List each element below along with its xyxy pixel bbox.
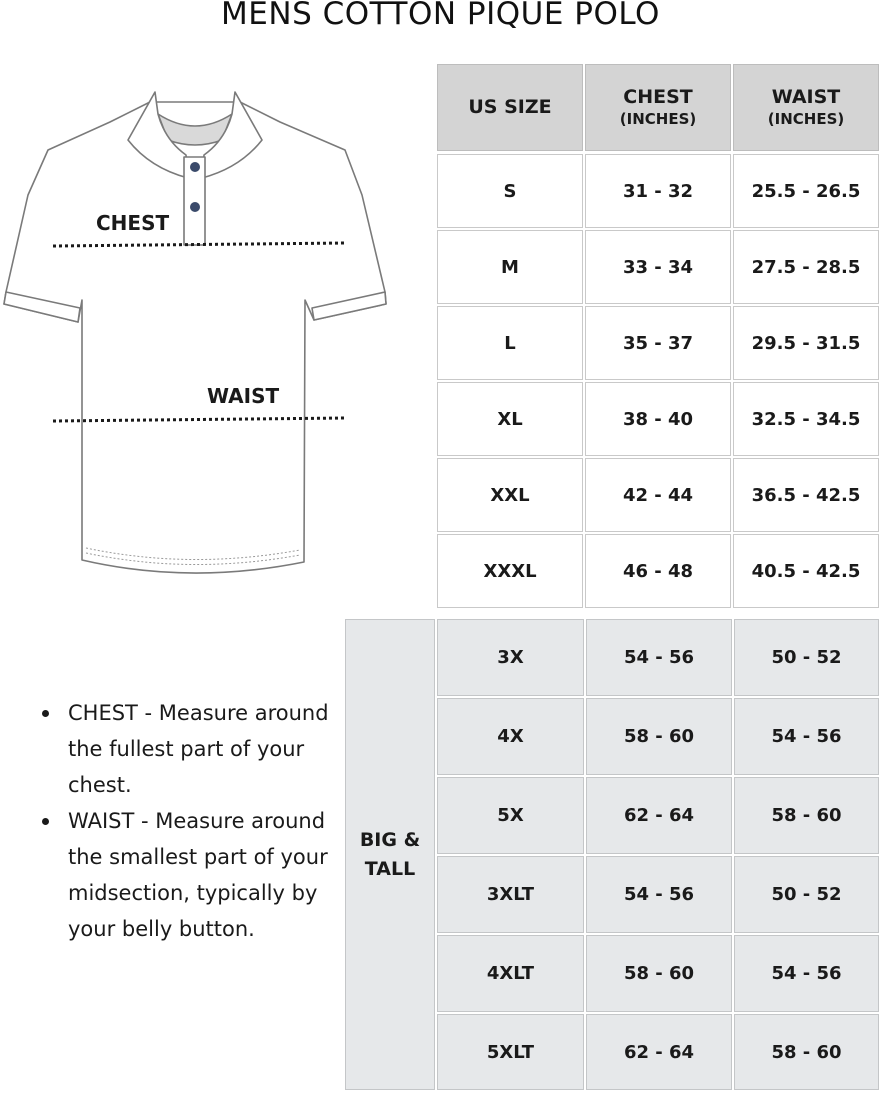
size-cell: 4X [437,698,584,775]
header-waist-unit: (INCHES) [767,110,845,129]
page-title: MENS COTTON PIQUE POLO [221,0,660,32]
measurement-notes [40,695,330,947]
header-us-size-label: US SIZE [468,96,552,119]
header-chest-unit: (INCHES) [619,110,697,129]
chest-label: CHEST [96,211,170,235]
chest-cell: 35 - 37 [585,306,731,380]
chest-cell: 54 - 56 [586,856,732,933]
size-cell: 3XLT [437,856,584,933]
header-chest [585,64,731,151]
note-chest-text: CHEST - Measure around the fullest part of your chest. [68,701,329,797]
header-us-size [437,64,583,151]
waist-cell: 32.5 - 34.5 [733,382,879,456]
waist-cell: 54 - 56 [734,698,879,775]
chest-cell: 33 - 34 [585,230,731,304]
waist-cell: 27.5 - 28.5 [733,230,879,304]
waist-cell: 50 - 52 [734,619,879,696]
waist-cell: 25.5 - 26.5 [733,154,879,228]
chest-cell: 58 - 60 [586,698,732,775]
note-waist [40,803,330,947]
polo-shirt-illustration [0,88,400,588]
size-cell: M [437,230,583,304]
bullet-icon [42,710,49,717]
waist-cell: 58 - 60 [734,777,879,854]
size-cell: 5X [437,777,584,854]
waist-cell: 50 - 52 [734,856,879,933]
size-cell: 5XLT [437,1014,584,1090]
bullet-icon [42,818,49,825]
waist-cell: 58 - 60 [734,1014,879,1090]
chest-cell: 62 - 64 [586,777,732,854]
size-cell: 4XLT [437,935,584,1012]
size-cell: XXXL [437,534,583,608]
waist-label: WAIST [207,384,280,408]
size-cell: L [437,306,583,380]
header-chest-label: CHEST [623,86,693,109]
chest-cell: 54 - 56 [586,619,732,696]
big-tall-label-line1: BIG & [359,829,421,851]
size-cell: XXL [437,458,583,532]
header-waist [733,64,879,151]
chest-cell: 62 - 64 [586,1014,732,1090]
header-waist-label: WAIST [771,86,841,109]
chest-cell: 42 - 44 [585,458,731,532]
note-chest [40,695,330,803]
waist-cell: 29.5 - 31.5 [733,306,879,380]
chest-cell: 58 - 60 [586,935,732,1012]
size-cell: 3X [437,619,584,696]
chest-cell: 38 - 40 [585,382,731,456]
waist-cell: 54 - 56 [734,935,879,1012]
note-waist-text: WAIST - Measure around the smallest part of your midsection, typically by your belly button. [68,809,328,941]
size-cell: XL [437,382,583,456]
waist-cell: 36.5 - 42.5 [733,458,879,532]
chest-cell: 46 - 48 [585,534,731,608]
chest-cell: 31 - 32 [585,154,731,228]
big-tall-label-line2: TALL [364,857,416,880]
waist-cell: 40.5 - 42.5 [733,534,879,608]
big-tall-label [345,619,435,1090]
size-cell: S [437,154,583,228]
